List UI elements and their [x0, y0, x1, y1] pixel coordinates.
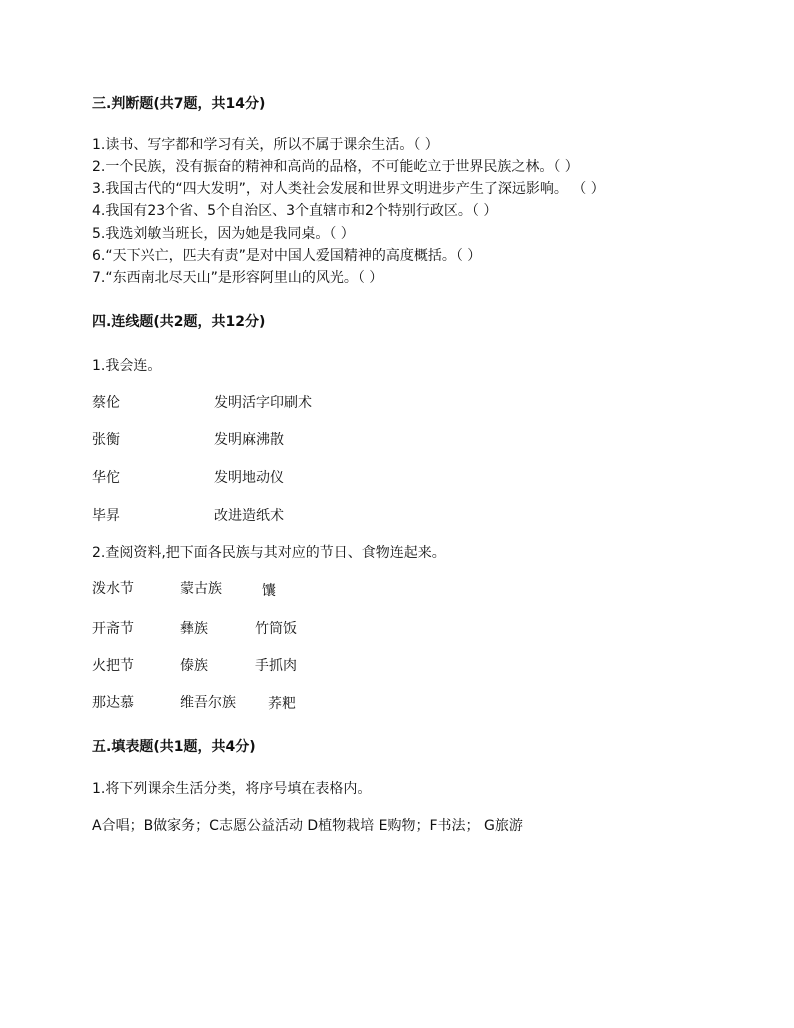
match-q2-food-4: 荞粑	[268, 696, 296, 712]
match-q2-ethnic-1: 蒙古族	[180, 581, 222, 597]
match-q2-ethnic-3: 傣族	[180, 658, 208, 674]
match-q1-left-2: 张衡	[92, 432, 120, 448]
judge-item-2: 2.一个民族，没有振奋的精神和高尚的品格，不可能屹立于世界民族之林。（ ）	[92, 159, 579, 175]
match-q2-food-3: 手抓肉	[255, 658, 297, 674]
section4-title: 四.连线题(共2题，共12分)	[92, 314, 266, 330]
match-q2-festival-3: 火把节	[92, 658, 134, 674]
match-q2-ethnic-2: 彝族	[180, 621, 208, 637]
match-q1-right-3: 发明地动仪	[214, 470, 284, 486]
match-q1-prompt: 1.我会连。	[92, 358, 162, 374]
match-q2-food-2: 竹筒饭	[255, 621, 297, 637]
match-q1-left-4: 毕昇	[92, 508, 120, 524]
match-q2-festival-4: 那达慕	[92, 695, 134, 711]
judge-item-1: 1.读书、写字都和学习有关，所以不属于课余生活。（ ）	[92, 137, 439, 153]
judge-item-3: 3.我国古代的“四大发明”，对人类社会发展和世界文明进步产生了深远影响。 （ ）	[92, 181, 605, 197]
fill-q1-prompt: 1.将下列课余生活分类，将序号填在表格内。	[92, 781, 372, 797]
match-q2-prompt: 2.查阅资料,把下面各民族与其对应的节日、食物连起来。	[92, 545, 446, 561]
match-q1-left-1: 蔡伦	[92, 395, 120, 411]
match-q2-festival-1: 泼水节	[92, 581, 134, 597]
section5-title: 五.填表题(共1题，共4分)	[92, 739, 256, 755]
judge-item-6: 6.“天下兴亡，匹夫有责”是对中国人爱国精神的高度概括。（ ）	[92, 248, 482, 264]
match-q2-festival-2: 开斋节	[92, 621, 134, 637]
match-q2-ethnic-4: 维吾尔族	[180, 695, 236, 711]
section3-title: 三.判断题(共7题，共14分)	[92, 96, 266, 112]
judge-item-7: 7.“东西南北尽天山”是形容阿里山的风光。（ ）	[92, 270, 384, 286]
match-q2-food-1: 馕	[262, 583, 276, 599]
match-q1-right-1: 发明活字印刷术	[214, 395, 312, 411]
judge-item-4: 4.我国有23个省、5个自治区、3个直辖市和2个特别行政区。（ ）	[92, 203, 498, 219]
match-q1-right-4: 改进造纸术	[214, 508, 284, 524]
match-q1-right-2: 发明麻沸散	[214, 432, 284, 448]
fill-q1-options: A合唱；B做家务；C志愿公益活动 D植物栽培 E购物；F书法； G旅游	[92, 818, 523, 834]
match-q1-left-3: 华佗	[92, 470, 120, 486]
judge-item-5: 5.我选刘敏当班长，因为她是我同桌。（ ）	[92, 226, 355, 242]
